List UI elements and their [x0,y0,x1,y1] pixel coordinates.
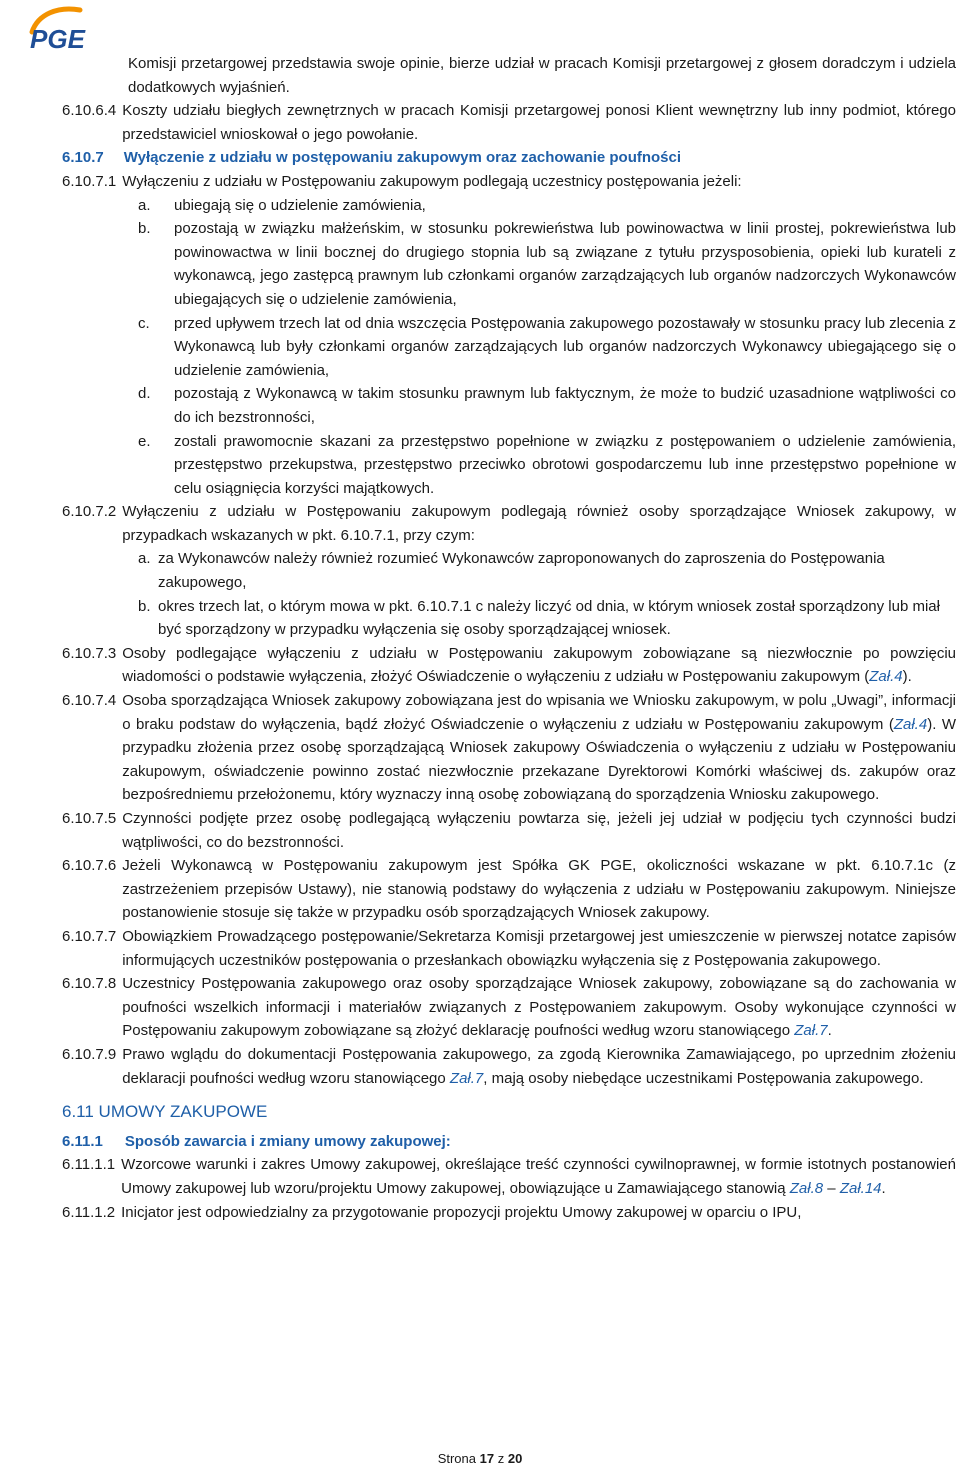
current-page: 17 [479,1451,495,1466]
paragraph-number: 6.10.7.1 [62,172,117,190]
paragraph-text: Wzorcowe warunki i zakres Umowy zakupowej, określające treść czynności cywilnoprawnej, w formie istotnych postanowień Umowy zakupowej lub wzoru/projektu Umowy zakupowej, obowiązujące u Zamawiającego stanowią Zał.8 – Zał.14. [121,1156,956,1197]
paragraph-text: Koszty udziału biegłych zewnętrznych w pracach Komisji przetargowej ponosi Klient wewnętrzny lub inny podmiot, którego przedstawiciel wnioskował o jego powołanie. [122,102,956,143]
paragraph-text: Uczestnicy Postępowania zakupowego oraz osoby sporządzające Wniosek zakupowy, zobowiązane są do zachowania w poufności wszelkich informacji i materiałów związanych z Postępowaniem zakupowym. Osoby wykonujące czynności w Postępowaniu zakupowym zobowiązane są złożyć deklarację poufności według wzoru stanowiącego Zał.7. [122,975,956,1040]
paragraph-text: Osoby podlegające wyłączeniu z udziału w Postępowaniu zakupowym zobowiązane są niezwłocznie po powzięciu wiadomości o podstawie wyłączenia, złożyć Oświadczenie o wyłączeniu z udziału w Postępowaniu zakupowym (Zał.4). [122,644,956,686]
annex-reference: Zał.7 [794,1022,828,1040]
paragraph-6-10-7-6 [62,854,956,925]
list-item [62,382,956,429]
paragraph-6-11-1-2 [62,1201,956,1225]
pge-logo [18,2,128,52]
paragraph-number: 6.10.7.8 [62,975,117,993]
heading-6-10-7 [62,146,956,170]
paragraph-number: 6.10.7.4 [62,692,117,710]
paragraph-number: 6.10.7.2 [62,503,117,521]
paragraph-number: 6.10.7.5 [62,810,117,827]
paragraph-6-10-6-4 [62,99,956,146]
paragraph-6-10-7-4 [62,689,956,807]
list-text: pozostają w związku małżeńskim, w stosunku pokrewieństwa lub powinowactwa w linii prostej, pokrewieństwa lub powinowactwa w linii bocznej do drugiego stopnia lub są związane z tytułu przysposobienia, opieki lub kurateli z wykonawcą, jego zastępcą prawnym lub członkami organów zarządzających lub organów nadzorczych Wykonawców ubiegających się o udzielenie zamówienia, [174,220,956,308]
paragraph-6-10-7-1 [62,170,956,194]
paragraph-text: Czynności podjęte przez osobę podlegającą wyłączeniu powtarza się, jeżeli jej udział w podjęciu tych czynności budzi wątpliwości, co do bezstronności. [122,810,956,851]
paragraph-number: 6.11.1.2 [62,1203,116,1221]
paragraph-number: 6.10.7.9 [62,1045,117,1063]
intro-paragraph: Komisji przetargowej przedstawia swoje opinie, bierze udział w pracach Komisji przetargowej z głosem doradczym i udziela dodatkowych wyjaśnień. [128,55,956,96]
paragraph-6-10-7-3 [62,642,956,689]
list-letter: c. [138,314,150,332]
paragraph-text: Prawo wglądu do dokumentacji Postępowania zakupowego, za zgodą Kierownika Zamawiającego, po uprzednim złożeniu deklaracji poufności według wzoru stanowiącego Zał.7, mają osoby niebędące uczestnikami Postępowania zakupowego. [122,1045,956,1087]
logo-text: PGE [30,24,85,52]
document-body [62,52,956,1224]
paragraph-text: Jeżeli Wykonawcą w Postępowaniu zakupowym jest Spółka GK PGE, okoliczności wskazane w pkt. 6.10.7.1c (z zastrzeżeniem przepisów Ustawy), nie stanowią podstawy do wyłączenia z udziału w Postępowaniu zakupowym. Niniejsze postanowienie stosuje się także w przypadku osób sporządzających Wniosek zakupowy. [122,857,956,922]
total-pages: 20 [507,1451,523,1466]
paragraph-text: Osoba sporządzająca Wniosek zakupowy zobowiązana jest do wpisania we Wniosku zakupowym, w polu „Uwagi”, informacji o braku podstaw do wyłączenia, bądź złożyć Oświadczenie o wyłączeniu z udziału w Postępowaniu zakupowym (Zał.4). W przypadku złożenia przez osobę sporządzającą Wniosek zakupowy Oświadczenia o wyłączeniu z udziału w Postępowaniu zakupowym, oświadczenie powinno zostać niezwłocznie przekazane Dyrektorowi Komórki właściwej ds. zakupów oraz bezpośredniemu przełożonemu, który wyznaczy inną osobę zobowiązaną do sporządzenia Wniosku zakupowego. [122,692,956,804]
list-item [62,547,956,594]
list-text: za Wykonawców należy również rozumieć Wykonawców zaproponowanych do zaproszenia do Postępowania zakupowego, [158,550,885,592]
list-letter: a. [138,550,151,568]
paragraph-number: 6.10.6.4 [62,102,117,120]
heading-number: 6.11.1 [62,1132,103,1150]
paragraph-text: Inicjator jest odpowiedzialny za przygotowanie propozycji projektu Umowy zakupowej w oparciu o IPU, [121,1203,802,1221]
paragraph-6-10-7-5 [62,807,956,854]
heading-text: Sposób zawarcia i zmiany umowy zakupowej: [124,1132,451,1150]
annex-reference: Zał.14 [839,1179,882,1197]
paragraph-6-10-7-7 [62,925,956,972]
paragraph-text: Wyłączeniu z udziału w Postępowaniu zakupowym podlegają również osoby sporządzające Wniosek zakupowy, w przypadkach wskazanych w pkt. 6.10.7.1, przy czym: [122,503,956,544]
list-text: ubiegają się o udzielenie zamówienia, [174,196,426,214]
list-item [62,595,956,642]
paragraph-6-10-7-9 [62,1043,956,1090]
list-text: okres trzech lat, o którym mowa w pkt. 6.10.7.1 c należy liczyć od dnia, w którym wniosek został sporządzony lub miał być sporządzony w przypadku wyłączenia się osoby sporządzającej wniosek. [158,597,940,639]
list-letter: b. [138,597,151,615]
annex-reference: Zał.7 [449,1069,484,1087]
heading-text: Wyłączenie z udziału w postępowaniu zakupowym oraz zachowanie poufności [123,149,682,167]
list-text: zostali prawomocnie skazani za przestępstwo popełnione w związku z postępowaniem o udzielenie zamówienia, przestępstwo przekupstwa, przestępstwo przeciwko obrotowi gospodarczemu lub inne przestępstwo popełnione w celu osiągnięcia korzyści majątkowych. [174,432,956,497]
footer-prefix: Strona [437,1451,476,1466]
paragraph-number: 6.10.7.3 [62,644,117,662]
list-item [62,430,956,501]
paragraph-number: 6.10.7.7 [62,927,117,945]
annex-reference: Zał.4 [893,715,928,733]
list-letter: b. [138,220,151,238]
annex-reference: Zał.4 [869,668,903,686]
paragraph-text: Obowiązkiem Prowadzącego postępowanie/Sekretarza Komisji przetargowej jest umieszczenie w pierwszej notatce zapisów informujących uczestników postępowania o przesłankach obowiązku wyłączenia się z Postępowania zakupowego. [122,927,956,969]
list-letter: a. [138,196,151,214]
list-item [62,217,956,311]
paragraph-text: Wyłączeniu z udziału w Postępowaniu zakupowym podlegają uczestnicy postępowania jeżeli: [122,172,742,190]
list-letter: d. [138,385,151,403]
footer-sep: z [497,1451,505,1466]
list-letter: e. [138,432,151,450]
paragraph-number: 6.11.1.1 [62,1156,116,1174]
list-text: przed upływem trzech lat od dnia wszczęcia Postępowania zakupowego pozostawały w stosunku pracy lub zlecenia z Wykonawcą lub były członkami organów zarządzających lub organów nadzorczych Wykonawcy ubiegającego się o udzielenie zamówienia, [174,314,956,379]
paragraph-6-10-7-8 [62,972,956,1043]
heading-number: 6.10.7 [62,149,104,167]
list-item [62,194,956,218]
heading-6-11-1 [62,1130,956,1154]
list-item [62,312,956,383]
paragraph-number: 6.10.7.6 [62,857,117,875]
section-title: 6.11 UMOWY ZAKUPOWE [62,1102,268,1122]
page-footer [0,1451,960,1466]
paragraph-6-10-7-2 [62,500,956,547]
annex-reference: Zał.8 [789,1179,824,1197]
paragraph-6-11-1-1 [62,1153,956,1200]
list-text: pozostają z Wykonawcą w takim stosunku prawnym lub faktycznym, że może to budzić uzasadnione wątpliwości co do ich bezstronności, [174,385,956,426]
